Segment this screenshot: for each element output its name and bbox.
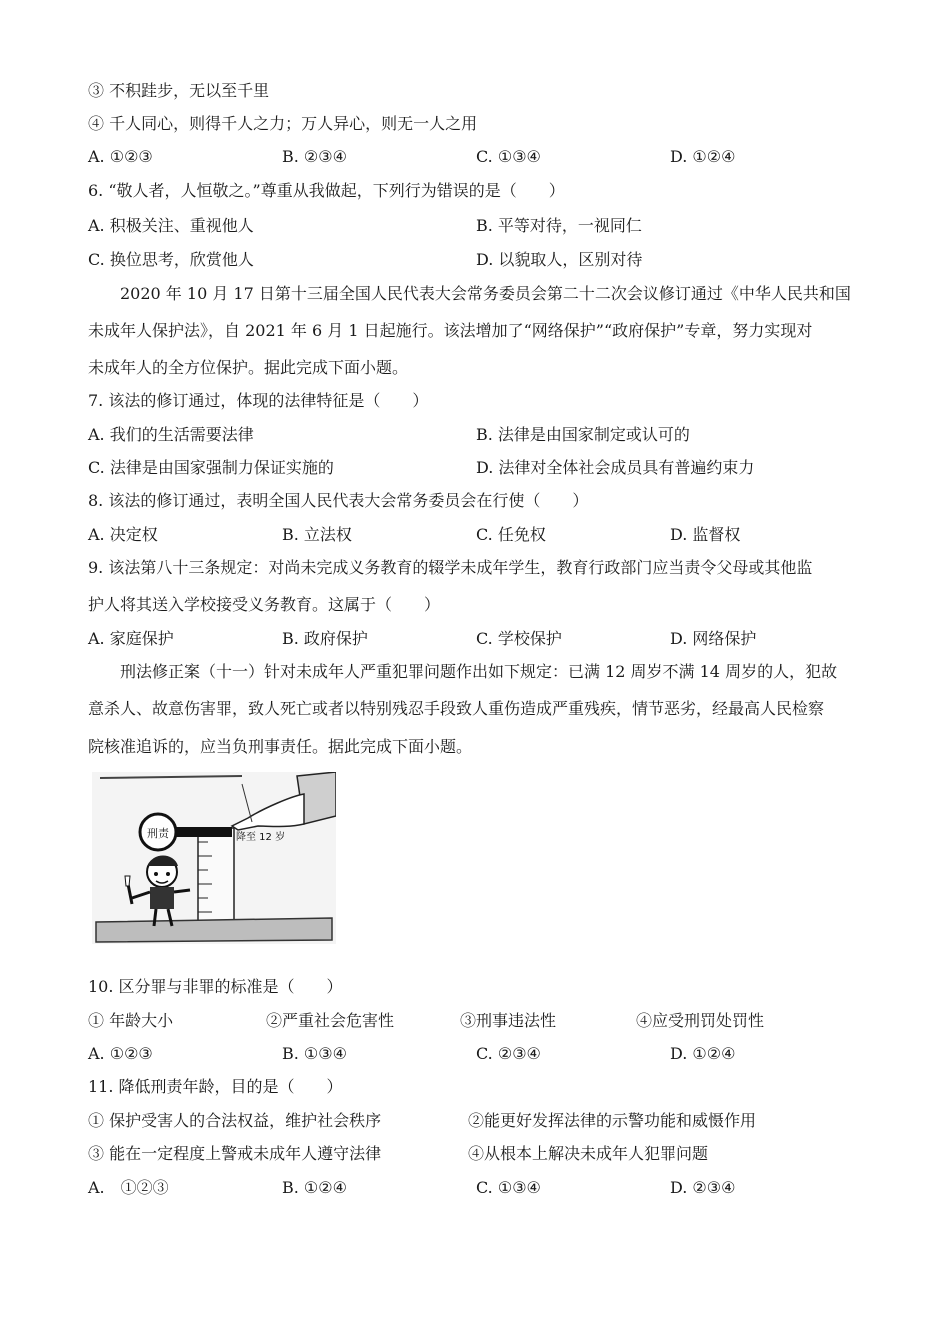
q11-option-d: D. ②③④ <box>670 1178 736 1197</box>
q5-option-c: C. ①③④ <box>476 147 541 166</box>
q6-option-b: B. 平等对待，一视同仁 <box>476 216 642 235</box>
q8-option-b: B. 立法权 <box>282 525 352 544</box>
q7-option-b: B. 法律是由国家制定或认可的 <box>476 425 690 444</box>
q8-stem: 8. 该法的修订通过，表明全国人民代表大会常务委员会在行使（ ） <box>88 491 589 510</box>
q5-item-4: ④ 千人同心，则得千人之力；万人异心，则无一人之用 <box>88 114 478 133</box>
q10-statement-3: ③刑事违法性 <box>460 1011 557 1030</box>
passage1-line-2: 未成年人保护法》，自 2021 年 6 月 1 日起施行。该法增加了“网络保护”“政府保护”专章，努力实现对 <box>88 321 813 340</box>
q5-option-d: D. ①②④ <box>670 147 736 166</box>
q9-option-d: D. 网络保护 <box>670 629 757 648</box>
q10-statement-2: ②严重社会危害性 <box>266 1011 395 1030</box>
q7-option-c: C. 法律是由国家强制力保证实施的 <box>88 458 334 477</box>
q7-stem: 7. 该法的修订通过，体现的法律特征是（ ） <box>88 391 429 410</box>
q6-option-d: D. 以貌取人，区别对待 <box>476 250 643 269</box>
q7-option-a: A. 我们的生活需要法律 <box>88 425 254 444</box>
q10-stem: 10. 区分罪与非罪的标准是（ ） <box>88 977 343 996</box>
q8-option-d: D. 监督权 <box>670 525 741 544</box>
q6-option-c: C. 换位思考，欣赏他人 <box>88 250 254 269</box>
passage2-line-1: 刑法修正案（十一）针对未成年人严重犯罪问题作出如下规定：已满 12 周岁不满 14 周岁的人，犯故 <box>120 662 838 681</box>
q11-stem: 11. 降低刑责年龄，目的是（ ） <box>88 1077 343 1096</box>
cartoon-sign-label: 刑责 <box>147 827 169 840</box>
q10-option-a: A. ①②③ <box>88 1044 153 1063</box>
q11-statement-1: ① 保护受害人的合法权益，维护社会秩序 <box>88 1111 382 1130</box>
q10-option-b: B. ①③④ <box>282 1044 347 1063</box>
passage1-line-3: 未成年人的全方位保护。据此完成下面小题。 <box>88 358 409 377</box>
cartoon-arrow-label: 降至 12 岁 <box>236 832 286 843</box>
q11-option-c: C. ①③④ <box>476 1178 541 1197</box>
cartoon-illustration <box>92 772 336 944</box>
q6-option-a: A. 积极关注、重视他人 <box>88 216 254 235</box>
q6-stem: 6. “敬人者，人恒敬之。”尊重从我做起，下列行为错误的是（ ） <box>88 181 565 200</box>
q9-option-a: A. 家庭保护 <box>88 629 174 648</box>
q11-statement-2: ②能更好发挥法律的示警功能和威慑作用 <box>468 1111 757 1130</box>
q5-option-b: B. ②③④ <box>282 147 347 166</box>
q9-stem-line-2: 护人将其送入学校接受义务教育。这属于（ ） <box>88 595 441 614</box>
q11-statement-3: ③ 能在一定程度上警戒未成年人遵守法律 <box>88 1144 382 1163</box>
passage2-line-2: 意杀人、故意伤害罪，致人死亡或者以特别残忍手段致人重伤造成严重残疾，情节恶劣，经最高人民检察 <box>88 699 825 718</box>
q9-option-c: C. 学校保护 <box>476 629 562 648</box>
q10-statement-4: ④应受刑罚处罚性 <box>636 1011 765 1030</box>
q8-option-c: C. 任免权 <box>476 525 546 544</box>
q10-option-d: D. ①②④ <box>670 1044 736 1063</box>
q11-option-b: B. ①②④ <box>282 1178 347 1197</box>
q11-option-a: A. ①②③ <box>88 1178 169 1197</box>
q7-option-d: D. 法律对全体社会成员具有普遍约束力 <box>476 458 755 477</box>
q5-option-a: A. ①②③ <box>88 147 153 166</box>
q10-statement-1: ① 年龄大小 <box>88 1011 174 1030</box>
passage1-line-1: 2020 年 10 月 17 日第十三届全国人民代表大会常务委员会第二十二次会议修订通过《中华人民共和国 <box>120 284 851 303</box>
q10-option-c: C. ②③④ <box>476 1044 541 1063</box>
q8-option-a: A. 决定权 <box>88 525 158 544</box>
passage2-line-3: 院核准追诉的，应当负刑事责任。据此完成下面小题。 <box>88 737 473 756</box>
q9-stem-line-1: 9. 该法第八十三条规定：对尚未完成义务教育的辍学未成年学生，教育行政部门应当责令父母或其他监 <box>88 558 813 577</box>
cartoon-drawing <box>92 772 336 944</box>
q11-statement-4: ④从根本上解决未成年人犯罪问题 <box>468 1144 709 1163</box>
q9-option-b: B. 政府保护 <box>282 629 368 648</box>
q5-item-3: ③ 不积跬步，无以至千里 <box>88 81 270 100</box>
